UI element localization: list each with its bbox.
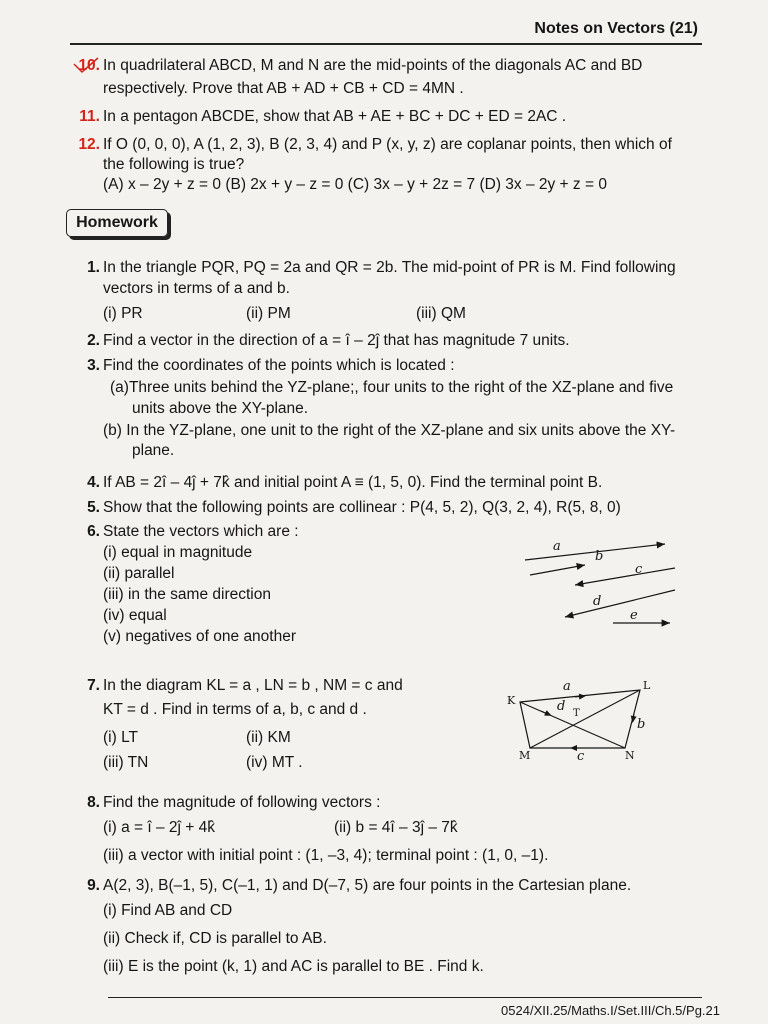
arrow-on-kt xyxy=(541,711,549,715)
label-d: d xyxy=(557,699,566,714)
question-text: A(2, 3), B(–1, 5), C(–1, 1) and D(–7, 5) are four points in the Cartesian plane. xyxy=(103,877,632,894)
question-text: In the triangle PQR, PQ = 2a and QR = 2b. The mid-point of PR is M. Find following xyxy=(103,259,676,276)
q3-part-b-line2: plane. xyxy=(132,442,175,459)
question-text: State the vectors which are : xyxy=(103,523,299,540)
label-a: a xyxy=(553,539,561,554)
question-text: In a pentagon ABCDE, show that AB + AE + BC + DC + ED = 2AC . xyxy=(103,108,567,125)
page-header-title: Notes on Vectors (21) xyxy=(534,20,698,37)
q3-part-b-line1: (b) In the YZ-plane, one unit to the right of the XZ-plane and six units above the XY- xyxy=(103,422,676,439)
question-text: Show that the following points are collinear : P(4, 5, 2), Q(3, 2, 4), R(5, 8, 0) xyxy=(103,499,621,516)
question-text: the following is true? xyxy=(103,156,245,173)
label-n: N xyxy=(625,749,635,762)
label-c: c xyxy=(635,562,643,577)
question-number: 9. xyxy=(87,877,100,894)
tick-mark-q10 xyxy=(72,58,102,78)
q7-option-ii: (ii) KM xyxy=(246,729,291,746)
question-number: 6. xyxy=(87,523,100,540)
question-text: In quadrilateral ABCD, M and N are the mid-points of the diagonals AC and BD xyxy=(103,57,643,74)
label-m: M xyxy=(519,749,531,762)
q7-option-i: (i) LT xyxy=(103,729,139,746)
q6-part-v: (v) negatives of one another xyxy=(103,628,297,645)
q7-option-iv: (iv) MT . xyxy=(246,754,303,771)
q1-option-ii: (ii) PM xyxy=(246,305,291,322)
label-e: e xyxy=(630,608,638,623)
question-text: Find the coordinates of the points which is located : xyxy=(103,357,455,374)
vector-c xyxy=(575,568,675,585)
label-d: d xyxy=(593,594,602,609)
question-text: If O (0, 0, 0), A (1, 2, 3), B (2, 3, 4) and P (x, y, z) are coplanar points, then which of xyxy=(103,136,672,153)
q8-part-iii: (iii) a vector with initial point : (1, –3, 4); terminal point : (1, 0, –1). xyxy=(103,847,549,864)
question-number: 10. xyxy=(78,57,100,74)
q1-option-iii: (iii) QM xyxy=(416,305,466,322)
question-number: 5. xyxy=(87,499,100,516)
label-b: b xyxy=(595,549,604,564)
q6-part-i: (i) equal in magnitude xyxy=(103,544,253,561)
q6-part-iv: (iv) equal xyxy=(103,607,167,624)
q6-part-iii: (iii) in the same direction xyxy=(103,586,271,603)
question-text: In the diagram KL = a , LN = b , NM = c and xyxy=(103,677,403,694)
quadrilateral-klnm xyxy=(520,690,640,748)
question-text: Find a vector in the direction of a = î – 2ĵ that has magnitude 7 units. xyxy=(103,332,570,349)
question-number: 3. xyxy=(87,357,100,374)
homework-heading: Homework xyxy=(66,209,168,237)
label-t: T xyxy=(573,708,580,719)
vector-diagram-q6 xyxy=(515,535,685,635)
quadrilateral-diagram-q7 xyxy=(505,679,665,764)
q8-part-i: (i) a = î – 2ĵ + 4k̂ xyxy=(103,819,215,836)
question-number: 2. xyxy=(87,332,100,349)
q1-option-i: (i) PR xyxy=(103,305,143,322)
question-text: respectively. Prove that AB + AD + CB + CD = 4MN . xyxy=(103,80,464,97)
question-number: 7. xyxy=(87,677,100,694)
question-options: (A) x – 2y + z = 0 (B) 2x + y – z = 0 (C) 3x – y + 2z = 7 (D) 3x – 2y + z = 0 xyxy=(103,176,607,193)
question-number: 4. xyxy=(87,474,100,491)
question-number: 12. xyxy=(78,136,100,153)
label-k: K xyxy=(507,694,516,707)
label-c: c xyxy=(577,749,585,764)
question-text: If AB = 2î – 4ĵ + 7k̂ and initial point A ≡ (1, 5, 0). Find the terminal point B. xyxy=(103,474,603,491)
header-rule xyxy=(70,43,702,45)
q3-part-a-line2: units above the XY-plane. xyxy=(132,400,309,417)
label-l: L xyxy=(643,679,651,692)
q3-part-a-line1: (a)Three units behind the YZ-plane;, four units to the right of the XZ-plane and five xyxy=(110,379,674,396)
q9-part-i: (i) Find AB and CD xyxy=(103,902,233,919)
footer-rule xyxy=(108,997,702,998)
label-b: b xyxy=(637,717,646,732)
question-number: 8. xyxy=(87,794,100,811)
question-text: KT = d . Find in terms of a, b, c and d . xyxy=(103,701,367,718)
question-text: Find the magnitude of following vectors : xyxy=(103,794,381,811)
q9-part-iii: (iii) E is the point (k, 1) and AC is parallel to BE . Find k. xyxy=(103,958,484,975)
q8-part-ii: (ii) b = 4î – 3ĵ – 7k̂ xyxy=(334,819,458,836)
question-number: 1. xyxy=(87,259,100,276)
q9-part-ii: (ii) Check if, CD is parallel to AB. xyxy=(103,930,327,947)
vector-d xyxy=(565,590,675,617)
question-number: 11. xyxy=(79,108,100,125)
question-text: vectors in terms of a and b. xyxy=(103,280,290,297)
footer-code: 0524/XII.25/Maths.I/Set.III/Ch.5/Pg.21 xyxy=(501,1003,720,1018)
q6-part-ii: (ii) parallel xyxy=(103,565,175,582)
diagonal-lm xyxy=(530,690,640,748)
label-a: a xyxy=(563,679,571,694)
vector-b xyxy=(530,565,585,575)
q7-option-iii: (iii) TN xyxy=(103,754,149,771)
